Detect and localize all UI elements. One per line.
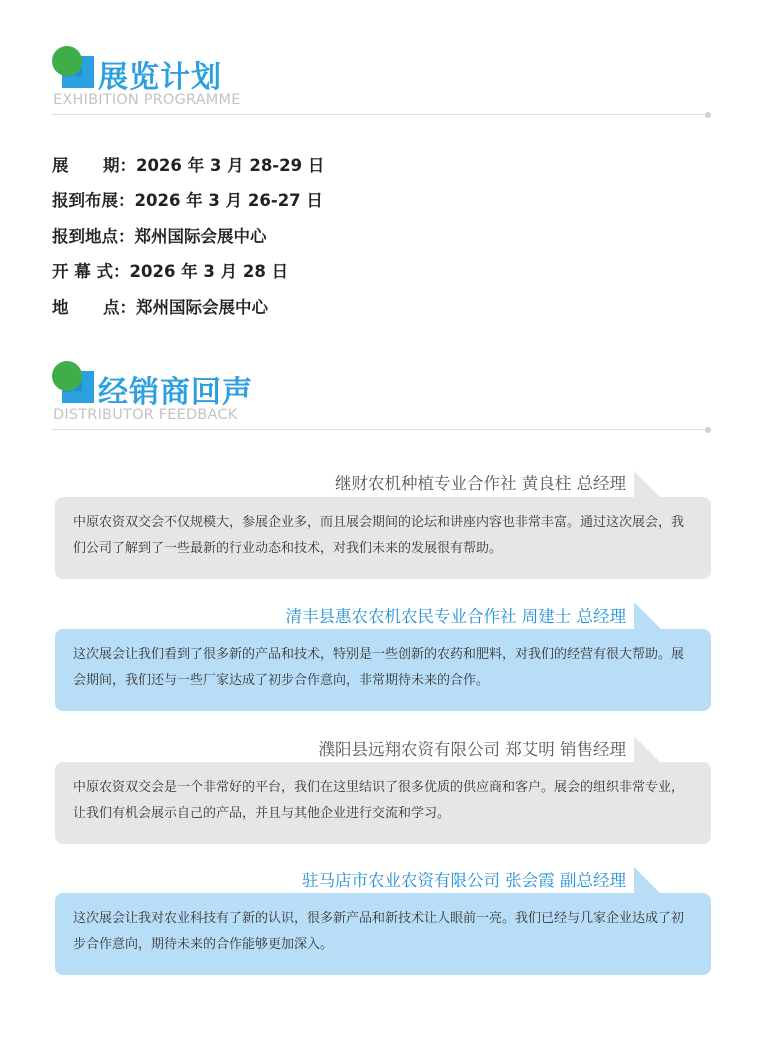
info-label: 报到布展： <box>52 191 135 211</box>
info-value: 2026 年 3 月 28 日 <box>129 262 289 282</box>
leaf-logo-icon <box>52 46 94 88</box>
feedback-author: 濮阳县远翔农资有限公司 郑艾明 销售经理 <box>318 740 626 759</box>
info-row-opening <box>52 253 324 289</box>
divider-dot <box>705 112 711 118</box>
info-row-location <box>52 217 324 253</box>
info-value: 郑州国际会展中心 <box>134 226 267 246</box>
info-value: 郑州国际会展中心 <box>135 297 268 317</box>
info-row-setup <box>52 182 324 218</box>
divider-dot <box>705 427 711 433</box>
section-subtitle: DISTRIBUTOR FEEDBACK <box>53 407 238 423</box>
speech-tail <box>634 602 664 632</box>
section-subtitle: EXHIBITION PROGRAMME <box>53 92 241 108</box>
info-label: 报到地点： <box>52 226 135 246</box>
exhibition-info-list <box>52 146 324 324</box>
feedback-text: 这次展会让我们看到了很多新的产品和技术，特别是一些创新的农药和肥料，对我们的经营有很大帮助。展会期间，我们还与一些厂家达成了初步合作意向，非常期待未来的合作。 <box>73 647 685 688</box>
info-row-dates <box>52 146 324 182</box>
info-row-venue <box>52 288 324 324</box>
feedback-author: 继财农机种植专业合作社 黄良柱 总经理 <box>335 474 626 493</box>
info-label: 展 期： <box>52 155 136 175</box>
feedback-text: 中原农资双交会不仅规模大，参展企业多，而且展会期间的论坛和讲座内容也非常丰富。通过这次展会，我们公司了解到了一些最新的行业动态和技术，对我们未来的发展很有帮助。 <box>73 515 685 556</box>
leaf-logo-icon <box>52 361 94 403</box>
section-title: 经销商回声 <box>98 375 253 410</box>
info-label: 开 幕 式： <box>52 262 130 282</box>
feedback-text: 中原农资双交会是一个非常好的平台，我们在这里结识了很多优质的供应商和客户。展会的组织非常专业，让我们有机会展示自己的产品，并且与其他企业进行交流和学习。 <box>73 780 685 821</box>
feedback-bubble <box>55 893 711 975</box>
divider <box>52 429 706 430</box>
feedback-author: 驻马店市农业农资有限公司 张会霞 副总经理 <box>302 871 626 890</box>
info-label: 地 点： <box>52 297 136 317</box>
feedback-bubble <box>55 497 711 579</box>
feedback-text: 这次展会让我对农业科技有了新的认识，很多新产品和新技术让人眼前一亮。我们已经与几家企业达成了初步合作意向，期待未来的合作能够更加深入。 <box>73 911 685 952</box>
divider <box>52 114 706 115</box>
feedback-author: 清丰县惠农农机农民专业合作社 周建士 总经理 <box>285 607 626 626</box>
section-title: 展览计划 <box>98 60 222 95</box>
info-value: 2026 年 3 月 28-29 日 <box>135 155 325 175</box>
feedback-bubble <box>55 629 711 711</box>
feedback-bubble <box>55 762 711 844</box>
info-value: 2026 年 3 月 26-27 日 <box>134 191 323 211</box>
